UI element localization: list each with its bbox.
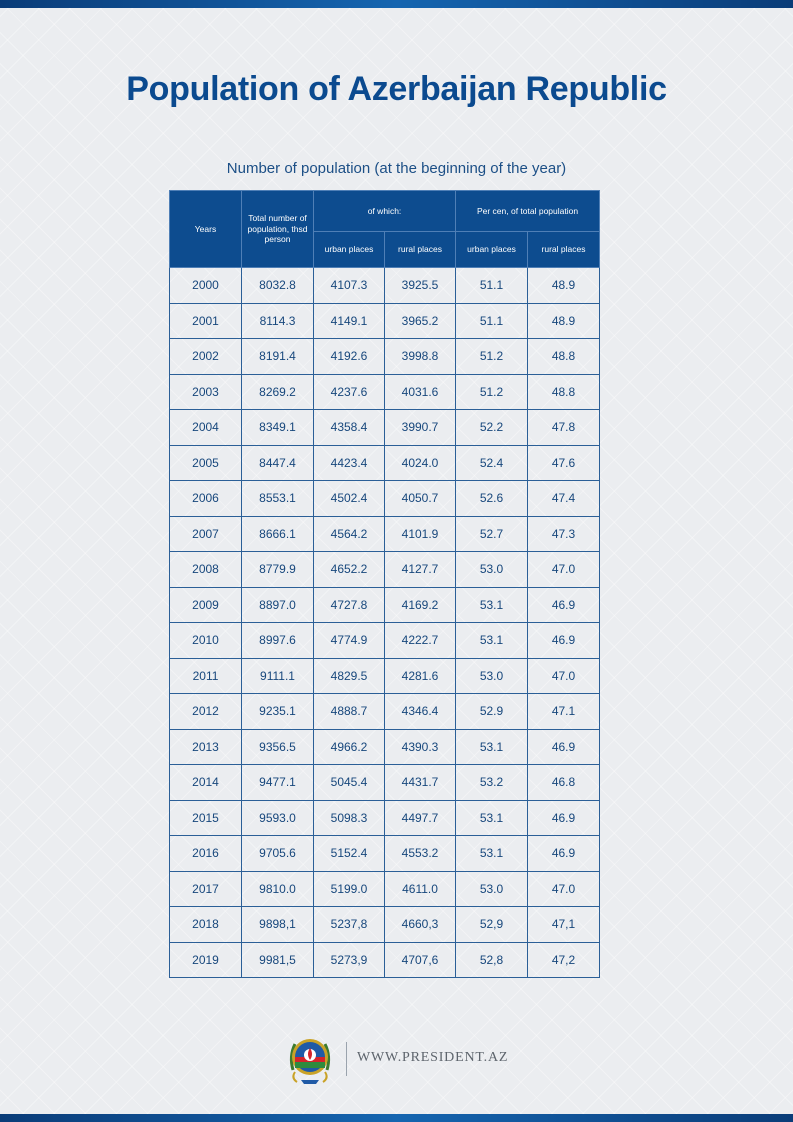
- cell-rural: 4101.9: [385, 516, 456, 552]
- cell-urban: 5273,9: [314, 942, 385, 978]
- cell-urban: 4423.4: [314, 445, 385, 481]
- cell-urban: 4502.4: [314, 481, 385, 517]
- cell-rural: 4127.7: [385, 552, 456, 588]
- header-of-which: of which:: [314, 191, 456, 232]
- header-per-cent: Per cen, of total population: [456, 191, 600, 232]
- cell-rural: 3990.7: [385, 410, 456, 446]
- cell-year: 2014: [170, 765, 242, 801]
- table-row: [170, 516, 600, 552]
- cell-pct-urban: 53.1: [456, 836, 528, 872]
- cell-total: 8997.6: [242, 623, 314, 659]
- cell-total: 9477.1: [242, 765, 314, 801]
- cell-total: 8897.0: [242, 587, 314, 623]
- cell-year: 2012: [170, 694, 242, 730]
- cell-urban: 4888.7: [314, 694, 385, 730]
- cell-total: 8269.2: [242, 374, 314, 410]
- cell-year: 2011: [170, 658, 242, 694]
- cell-pct-urban: 53.1: [456, 729, 528, 765]
- cell-urban: 5098.3: [314, 800, 385, 836]
- cell-pct-rural: 47.3: [528, 516, 600, 552]
- table-body: [170, 268, 600, 978]
- table-row: [170, 552, 600, 588]
- cell-rural: 4024.0: [385, 445, 456, 481]
- table-row: [170, 871, 600, 907]
- cell-pct-urban: 53.0: [456, 552, 528, 588]
- page-title: Population of Azerbaijan Republic: [126, 70, 667, 108]
- cell-pct-urban: 51.2: [456, 374, 528, 410]
- cell-pct-rural: 47.0: [528, 871, 600, 907]
- website-link[interactable]: WWW.PRESIDENT.AZ: [357, 1050, 509, 1065]
- cell-rural: 4169.2: [385, 587, 456, 623]
- cell-pct-rural: 47,2: [528, 942, 600, 978]
- cell-pct-urban: 53.1: [456, 587, 528, 623]
- population-table: [169, 190, 600, 978]
- cell-pct-urban: 52.7: [456, 516, 528, 552]
- cell-pct-urban: 52,8: [456, 942, 528, 978]
- cell-pct-rural: 47.0: [528, 552, 600, 588]
- cell-rural: 4553.2: [385, 836, 456, 872]
- cell-pct-rural: 46.8: [528, 765, 600, 801]
- cell-year: 2007: [170, 516, 242, 552]
- table-row: [170, 729, 600, 765]
- cell-total: 8666.1: [242, 516, 314, 552]
- cell-pct-urban: 52.9: [456, 694, 528, 730]
- cell-urban: 4829.5: [314, 658, 385, 694]
- cell-urban: 5199.0: [314, 871, 385, 907]
- cell-pct-rural: 46.9: [528, 623, 600, 659]
- cell-urban: 4966.2: [314, 729, 385, 765]
- cell-pct-urban: 53.0: [456, 658, 528, 694]
- cell-total: 9898,1: [242, 907, 314, 943]
- header-total-population: Total number of population, thsd person: [242, 191, 314, 268]
- cell-pct-rural: 47,1: [528, 907, 600, 943]
- cell-year: 2002: [170, 339, 242, 375]
- cell-pct-urban: 53.1: [456, 623, 528, 659]
- cell-total: 8349.1: [242, 410, 314, 446]
- table-row: [170, 942, 600, 978]
- cell-pct-rural: 46.9: [528, 587, 600, 623]
- cell-year: 2008: [170, 552, 242, 588]
- cell-rural: 4050.7: [385, 481, 456, 517]
- cell-rural: 4707,6: [385, 942, 456, 978]
- table-row: [170, 836, 600, 872]
- cell-urban: 4107.3: [314, 268, 385, 304]
- cell-year: 2015: [170, 800, 242, 836]
- table-row: [170, 374, 600, 410]
- cell-urban: 4192.6: [314, 339, 385, 375]
- cell-total: 8191.4: [242, 339, 314, 375]
- cell-pct-rural: 47.0: [528, 658, 600, 694]
- cell-rural: 4431.7: [385, 765, 456, 801]
- table-row: [170, 800, 600, 836]
- table-row: [170, 268, 600, 304]
- table-row: [170, 623, 600, 659]
- cell-year: 2003: [170, 374, 242, 410]
- cell-total: 9235.1: [242, 694, 314, 730]
- cell-urban: 4652.2: [314, 552, 385, 588]
- cell-urban: 4358.4: [314, 410, 385, 446]
- cell-urban: 4564.2: [314, 516, 385, 552]
- cell-rural: 4660,3: [385, 907, 456, 943]
- cell-year: 2010: [170, 623, 242, 659]
- cell-pct-rural: 47.6: [528, 445, 600, 481]
- cell-year: 2016: [170, 836, 242, 872]
- cell-total: 8553.1: [242, 481, 314, 517]
- cell-total: 8447.4: [242, 445, 314, 481]
- cell-rural: 4281.6: [385, 658, 456, 694]
- table-row: [170, 481, 600, 517]
- cell-pct-urban: 52.4: [456, 445, 528, 481]
- cell-year: 2019: [170, 942, 242, 978]
- cell-rural: 4390.3: [385, 729, 456, 765]
- cell-total: 8032.8: [242, 268, 314, 304]
- cell-pct-rural: 48.8: [528, 339, 600, 375]
- cell-pct-rural: 48.9: [528, 268, 600, 304]
- cell-pct-rural: 46.9: [528, 836, 600, 872]
- cell-pct-rural: 48.9: [528, 303, 600, 339]
- cell-pct-urban: 51.1: [456, 303, 528, 339]
- cell-year: 2017: [170, 871, 242, 907]
- cell-year: 2000: [170, 268, 242, 304]
- cell-urban: 5237,8: [314, 907, 385, 943]
- header-pct-rural-places: rural places: [528, 232, 600, 268]
- cell-pct-rural: 47.1: [528, 694, 600, 730]
- top-accent-bar: [0, 0, 793, 8]
- footer: [0, 1030, 793, 1090]
- cell-urban: 4774.9: [314, 623, 385, 659]
- table-row: [170, 907, 600, 943]
- table-row: [170, 303, 600, 339]
- header-years: Years: [170, 191, 242, 268]
- cell-pct-urban: 52.2: [456, 410, 528, 446]
- header-urban-places: urban places: [314, 232, 385, 268]
- cell-rural: 4497.7: [385, 800, 456, 836]
- cell-urban: 5152.4: [314, 836, 385, 872]
- cell-year: 2013: [170, 729, 242, 765]
- cell-pct-rural: 47.8: [528, 410, 600, 446]
- table-row: [170, 765, 600, 801]
- cell-urban: 5045.4: [314, 765, 385, 801]
- bottom-accent-bar: [0, 1114, 793, 1122]
- cell-pct-urban: 53.0: [456, 871, 528, 907]
- table-header-row: [170, 191, 600, 232]
- cell-urban: 4727.8: [314, 587, 385, 623]
- cell-year: 2001: [170, 303, 242, 339]
- cell-total: 9593.0: [242, 800, 314, 836]
- table-row: [170, 694, 600, 730]
- header-pct-urban-places: urban places: [456, 232, 528, 268]
- cell-total: 8779.9: [242, 552, 314, 588]
- cell-rural: 3998.8: [385, 339, 456, 375]
- cell-pct-rural: 48.8: [528, 374, 600, 410]
- cell-total: 9356.5: [242, 729, 314, 765]
- cell-pct-urban: 51.1: [456, 268, 528, 304]
- footer-divider: [346, 1042, 347, 1076]
- cell-pct-rural: 47.4: [528, 481, 600, 517]
- cell-rural: 4611.0: [385, 871, 456, 907]
- cell-rural: 4222.7: [385, 623, 456, 659]
- header-rural-places: rural places: [385, 232, 456, 268]
- cell-year: 2004: [170, 410, 242, 446]
- cell-pct-urban: 53.1: [456, 800, 528, 836]
- cell-pct-rural: 46.9: [528, 800, 600, 836]
- cell-pct-urban: 52.6: [456, 481, 528, 517]
- cell-pct-urban: 53.2: [456, 765, 528, 801]
- cell-rural: 3925.5: [385, 268, 456, 304]
- table-row: [170, 410, 600, 446]
- table-row: [170, 445, 600, 481]
- table-row: [170, 339, 600, 375]
- table-subtitle: Number of population (at the beginning of the year): [226, 160, 567, 177]
- azerbaijan-state-emblem-icon: [285, 1030, 335, 1086]
- cell-total: 9111.1: [242, 658, 314, 694]
- cell-rural: 4346.4: [385, 694, 456, 730]
- cell-urban: 4149.1: [314, 303, 385, 339]
- cell-rural: 3965.2: [385, 303, 456, 339]
- table-row: [170, 587, 600, 623]
- cell-pct-urban: 51.2: [456, 339, 528, 375]
- cell-year: 2005: [170, 445, 242, 481]
- cell-total: 8114.3: [242, 303, 314, 339]
- cell-rural: 4031.6: [385, 374, 456, 410]
- cell-pct-urban: 52,9: [456, 907, 528, 943]
- cell-year: 2009: [170, 587, 242, 623]
- cell-total: 9810.0: [242, 871, 314, 907]
- table-row: [170, 658, 600, 694]
- cell-total: 9981,5: [242, 942, 314, 978]
- cell-year: 2006: [170, 481, 242, 517]
- cell-pct-rural: 46.9: [528, 729, 600, 765]
- cell-total: 9705.6: [242, 836, 314, 872]
- cell-year: 2018: [170, 907, 242, 943]
- cell-urban: 4237.6: [314, 374, 385, 410]
